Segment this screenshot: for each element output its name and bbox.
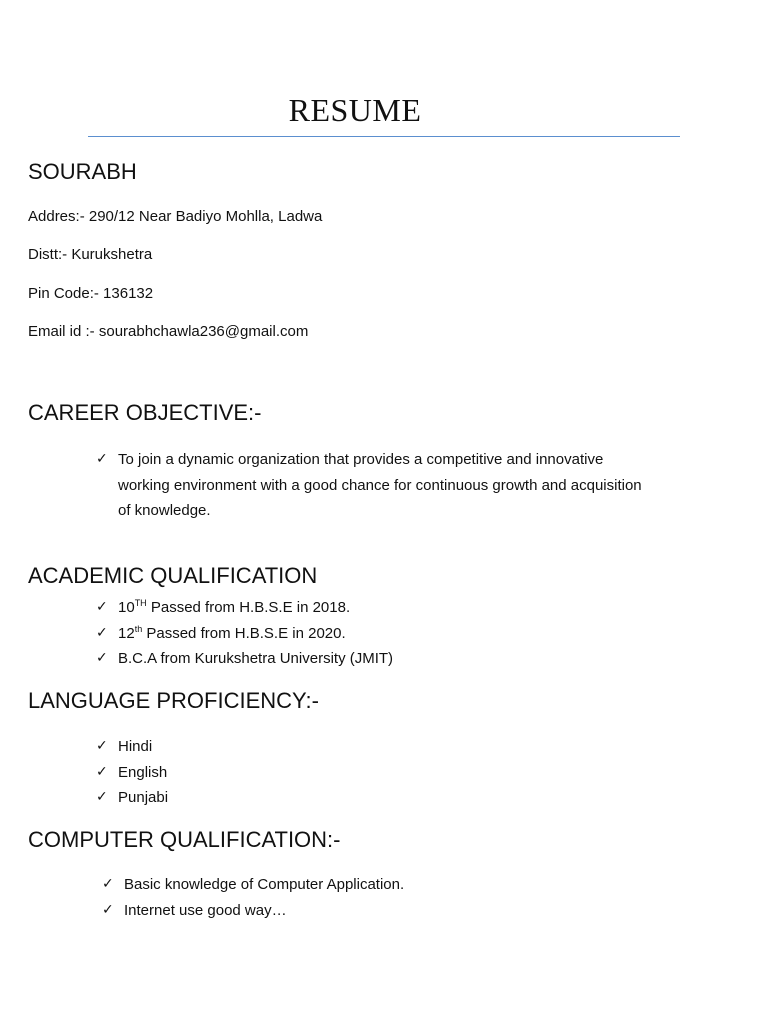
candidate-name: SOURABH bbox=[28, 159, 137, 184]
checkmark-icon: ✓ bbox=[96, 624, 108, 641]
computer-item-text: Basic knowledge of Computer Application. bbox=[124, 876, 405, 893]
title-underline bbox=[88, 136, 680, 137]
computer-list bbox=[102, 872, 404, 923]
language-item-text: Punjabi bbox=[118, 789, 169, 806]
district-line: Distt:- Kurukshetra bbox=[28, 246, 153, 263]
language-item-text: English bbox=[118, 763, 168, 781]
checkmark-icon: ✓ bbox=[102, 901, 114, 918]
list-item bbox=[96, 760, 168, 786]
list-item bbox=[102, 872, 404, 898]
career-objective-text: To join a dynamic organization that provides a competitive and innovative working environment with a good chance for continuous growth and acquisition of knowledge. bbox=[118, 451, 642, 519]
address-line: Addres:- 290/12 Near Badiyo Mohlla, Ladwa bbox=[28, 208, 323, 225]
list-item bbox=[96, 595, 393, 621]
list-item bbox=[96, 734, 168, 760]
academic-qualification-heading: ACADEMIC QUALIFICATION bbox=[28, 563, 318, 588]
list-item bbox=[96, 785, 168, 811]
academic-item-superscript: th bbox=[134, 623, 143, 634]
checkmark-icon: ✓ bbox=[96, 650, 108, 666]
computer-item-text: Internet use good way… bbox=[124, 901, 287, 919]
pincode-line: Pin Code:- 136132 bbox=[28, 285, 154, 302]
checkmark-icon: ✓ bbox=[102, 876, 114, 892]
page-title: RESUME bbox=[288, 92, 422, 128]
list-item bbox=[102, 898, 404, 924]
email-line: Email id :- sourabhchawla236@gmail.com bbox=[28, 323, 309, 340]
checkmark-icon: ✓ bbox=[96, 599, 108, 615]
academic-item-text: B.C.A from Kurukshetra University (JMIT) bbox=[118, 650, 394, 667]
list-item bbox=[96, 646, 393, 672]
academic-item-text: Passed from H.B.S.E in 2018. bbox=[146, 599, 351, 616]
academic-item-text: 12 bbox=[118, 624, 135, 642]
language-proficiency-heading: LANGUAGE PROFICIENCY:- bbox=[28, 688, 319, 713]
checkmark-icon: ✓ bbox=[96, 763, 108, 780]
career-objective-heading: CAREER OBJECTIVE:- bbox=[28, 400, 262, 425]
checkmark-icon: ✓ bbox=[96, 789, 108, 805]
language-item-text: Hindi bbox=[118, 738, 153, 755]
academic-list bbox=[96, 595, 393, 672]
academic-item-text: Passed from H.B.S.E in 2020. bbox=[142, 624, 346, 642]
checkmark-icon: ✓ bbox=[96, 738, 108, 754]
list-item bbox=[96, 621, 393, 647]
career-objective bbox=[96, 447, 656, 524]
language-list bbox=[96, 734, 168, 811]
checkmark-icon: ✓ bbox=[96, 451, 108, 467]
computer-qualification-heading: COMPUTER QUALIFICATION:- bbox=[28, 827, 341, 852]
academic-item-superscript: TH bbox=[134, 598, 147, 608]
academic-item-text: 10 bbox=[118, 599, 135, 616]
